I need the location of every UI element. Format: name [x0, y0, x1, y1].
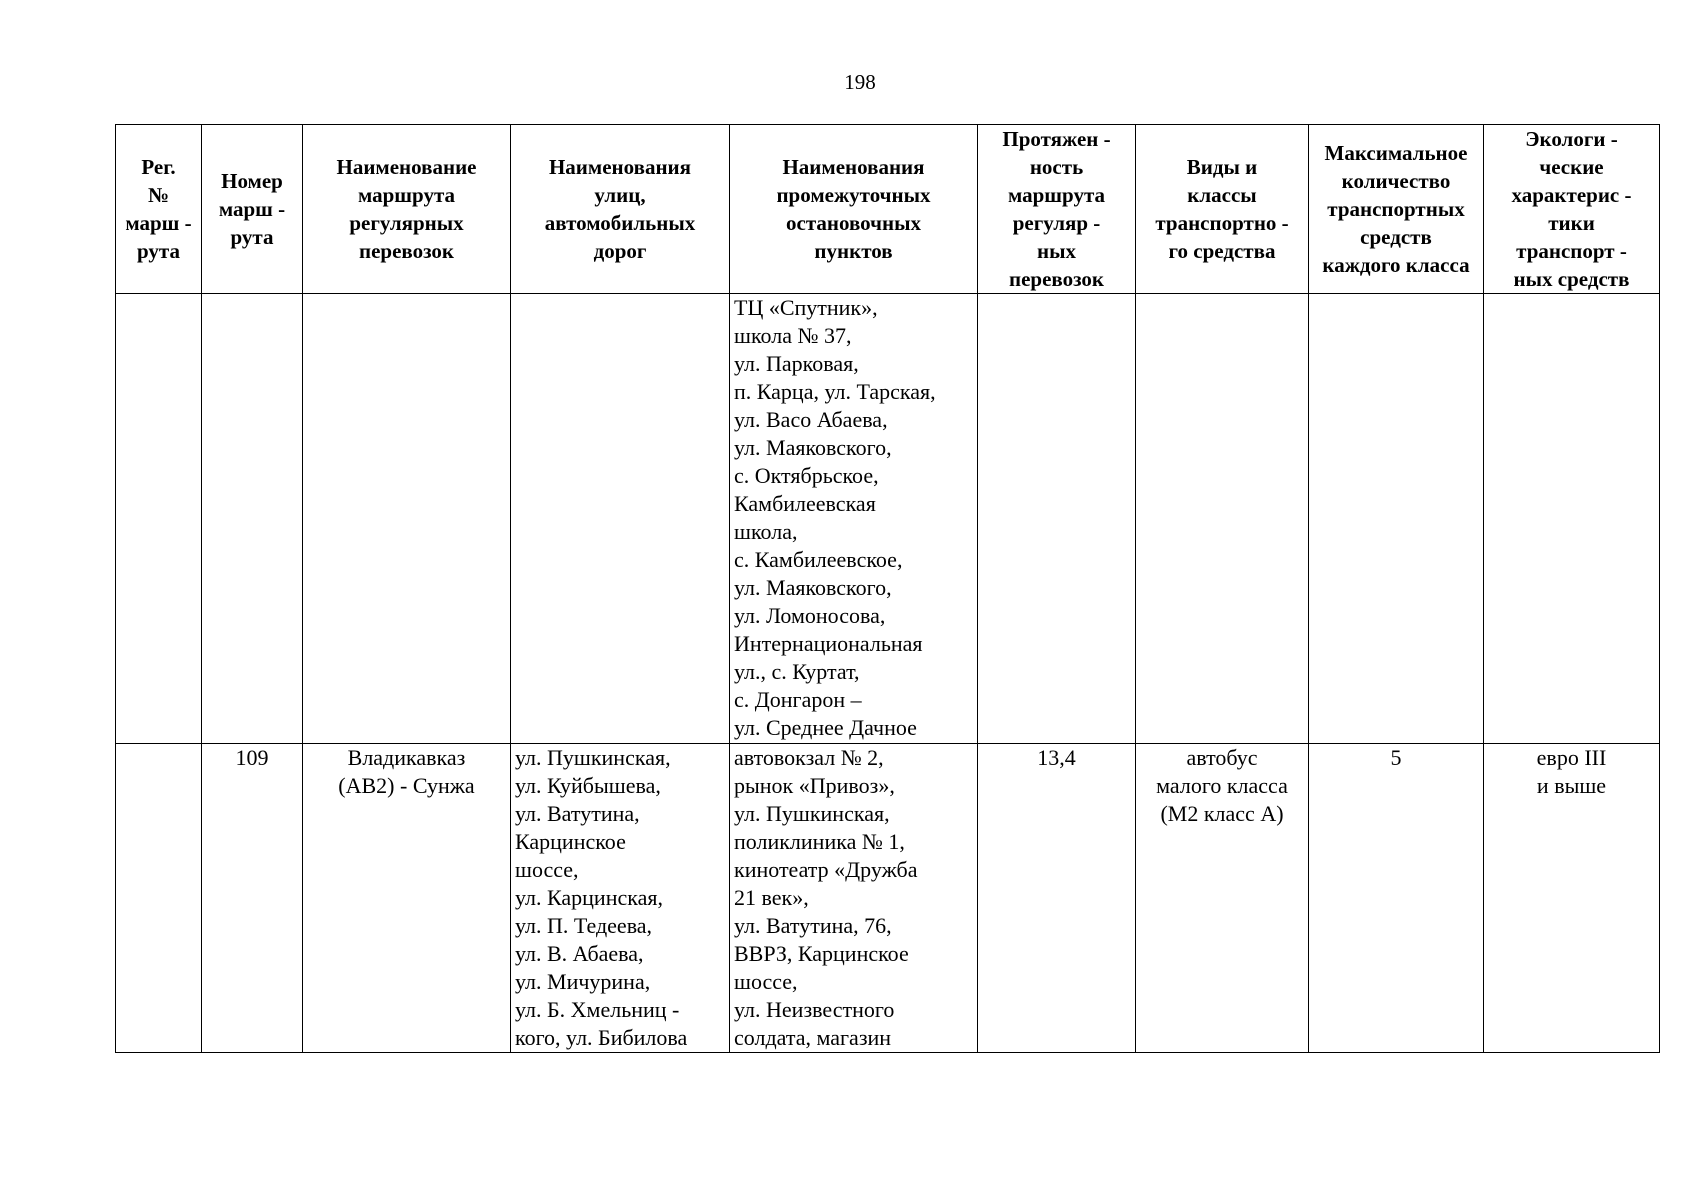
text-line: ул. Маяковского, — [734, 575, 892, 600]
routes-table — [115, 124, 1660, 1053]
cell-reg-no — [116, 744, 202, 1053]
text-line: ул. В. Абаева, — [515, 941, 644, 966]
text-line: солдата, магазин — [734, 1025, 892, 1050]
header-streets — [511, 125, 730, 294]
text-line: шоссе, — [734, 969, 798, 994]
text-line: транспорт - — [1516, 239, 1627, 263]
cell-route-name — [303, 744, 511, 1053]
page-number: 198 — [844, 70, 876, 94]
text-line: евро III — [1536, 745, 1607, 770]
text-line: ных средств — [1513, 267, 1630, 291]
table-row — [116, 294, 1660, 744]
cell-streets — [511, 744, 730, 1053]
text-line: Протяжен - — [1002, 127, 1111, 151]
text-line: Карцинское — [515, 829, 626, 854]
text-line: ул. Мичурина, — [515, 969, 651, 994]
text-line: ул. Пушкинская, — [734, 801, 890, 826]
text-line: рута — [230, 225, 274, 249]
text-line: 21 век», — [734, 885, 809, 910]
text-line: Максимальное — [1324, 141, 1468, 165]
table-row — [116, 744, 1660, 1053]
text-line: марш - — [125, 211, 192, 235]
text-line: ул. Б. Хмельниц - — [515, 997, 680, 1022]
text-line: Виды и — [1186, 155, 1258, 179]
header-route-no — [202, 125, 303, 294]
cell-stops — [730, 294, 978, 744]
cell-length: 13,4 — [978, 744, 1136, 1053]
cell-route-name — [303, 294, 511, 744]
text-line: рута — [137, 239, 180, 263]
text-line: автобус — [1186, 745, 1258, 770]
text-line: ул. Ломоносова, — [734, 603, 886, 628]
text-line: Экологи - — [1525, 127, 1618, 151]
text-line: (М2 класс А) — [1160, 801, 1284, 826]
text-line: регулярных — [349, 211, 464, 235]
text-line: ность — [1029, 155, 1084, 179]
text-line: малого класса — [1156, 773, 1288, 798]
text-line: количество — [1341, 169, 1451, 193]
header-vehicle-types — [1136, 125, 1309, 294]
text-line: классы — [1187, 183, 1257, 207]
text-line: улиц, — [594, 183, 646, 207]
text-line: ул. Среднее Дачное — [734, 715, 917, 740]
text-line: го средства — [1168, 239, 1276, 263]
text-line: поликлиника № 1, — [734, 829, 905, 854]
text-line: перевозок — [1008, 267, 1105, 291]
text-line: ул. Васо Абаева, — [734, 407, 888, 432]
text-line: ВВРЗ, Карцинское — [734, 941, 909, 966]
text-line: школа, — [734, 519, 798, 544]
text-line: Интернациональная — [734, 631, 923, 656]
header-reg-no — [116, 125, 202, 294]
text-line: с. Донгарон – — [734, 687, 862, 712]
text-line: Наименования — [548, 155, 692, 179]
cell-eco — [1484, 294, 1660, 744]
cell-max-vehicles: 5 — [1309, 744, 1484, 1053]
text-line: ул. Неизвестного — [734, 997, 895, 1022]
text-line: ул. Парковая, — [734, 351, 859, 376]
text-line: ул., с. Куртат, — [734, 659, 860, 684]
text-line: Наименование — [336, 155, 477, 179]
cell-reg-no — [116, 294, 202, 744]
text-line: ул. Карцинская, — [515, 885, 663, 910]
text-line: тики — [1548, 211, 1595, 235]
text-line: кинотеатр «Дружба — [734, 857, 918, 882]
text-line: каждого класса — [1322, 253, 1470, 277]
text-line: ных — [1037, 239, 1076, 263]
text-line: и выше — [1536, 773, 1607, 798]
text-line: ул. Куйбышева, — [515, 773, 661, 798]
header-max-vehicles — [1309, 125, 1484, 294]
text-line: перевозок — [358, 239, 455, 263]
text-line: автомобильных — [544, 211, 696, 235]
text-line: маршрута — [357, 183, 456, 207]
cell-max-vehicles — [1309, 294, 1484, 744]
text-line: пунктов — [814, 239, 893, 263]
text-line: кого, ул. Бибилова — [515, 1025, 688, 1050]
text-line: промежуточных — [776, 183, 931, 207]
text-line: остановочных — [786, 211, 921, 235]
header-route-name — [303, 125, 511, 294]
text-line: Владикавказ — [347, 745, 466, 770]
text-line: с. Октябрьское, — [734, 463, 879, 488]
text-line: регуляр - — [1012, 211, 1101, 235]
cell-vehicle-types — [1136, 744, 1309, 1053]
text-line: ческие — [1539, 155, 1604, 179]
text-line: характерис - — [1511, 183, 1632, 207]
text-line: п. Карца, ул. Тарская, — [734, 379, 936, 404]
text-line: дорог — [593, 239, 647, 263]
text-line: ТЦ «Спутник», — [734, 295, 878, 320]
header-eco — [1484, 125, 1660, 294]
text-line: автовокзал № 2, — [734, 745, 884, 770]
cell-route-no: 109 — [202, 744, 303, 1053]
text-line: средств — [1360, 225, 1432, 249]
text-line: ул. Ватутина, 76, — [734, 913, 892, 938]
text-line: № — [147, 183, 170, 207]
text-line: ул. Маяковского, — [734, 435, 892, 460]
text-line: рынок «Привоз», — [734, 773, 895, 798]
text-line: шоссе, — [515, 857, 579, 882]
text-line: с. Камбилеевское, — [734, 547, 903, 572]
text-line: Рег. — [141, 155, 176, 179]
cell-streets — [511, 294, 730, 744]
cell-eco — [1484, 744, 1660, 1053]
text-line: транспортно - — [1155, 211, 1289, 235]
cell-vehicle-types — [1136, 294, 1309, 744]
cell-route-no — [202, 294, 303, 744]
text-line: Номер — [221, 169, 283, 193]
text-line: ул. Пушкинская, — [515, 745, 671, 770]
text-line: марш - — [218, 197, 286, 221]
text-line: (АВ2) - Сунжа — [338, 773, 475, 798]
text-line: маршрута — [1007, 183, 1106, 207]
cell-stops — [730, 744, 978, 1053]
text-line: Камбилеевская — [734, 491, 876, 516]
text-line: ул. Ватутина, — [515, 801, 640, 826]
header-row — [116, 125, 1660, 294]
cell-length — [978, 294, 1136, 744]
text-line: ул. П. Тедеева, — [515, 913, 653, 938]
header-length — [978, 125, 1136, 294]
text-line: Наименования — [782, 155, 925, 179]
text-line: школа № 37, — [734, 323, 852, 348]
text-line: транспортных — [1327, 197, 1465, 221]
header-stops — [730, 125, 978, 294]
